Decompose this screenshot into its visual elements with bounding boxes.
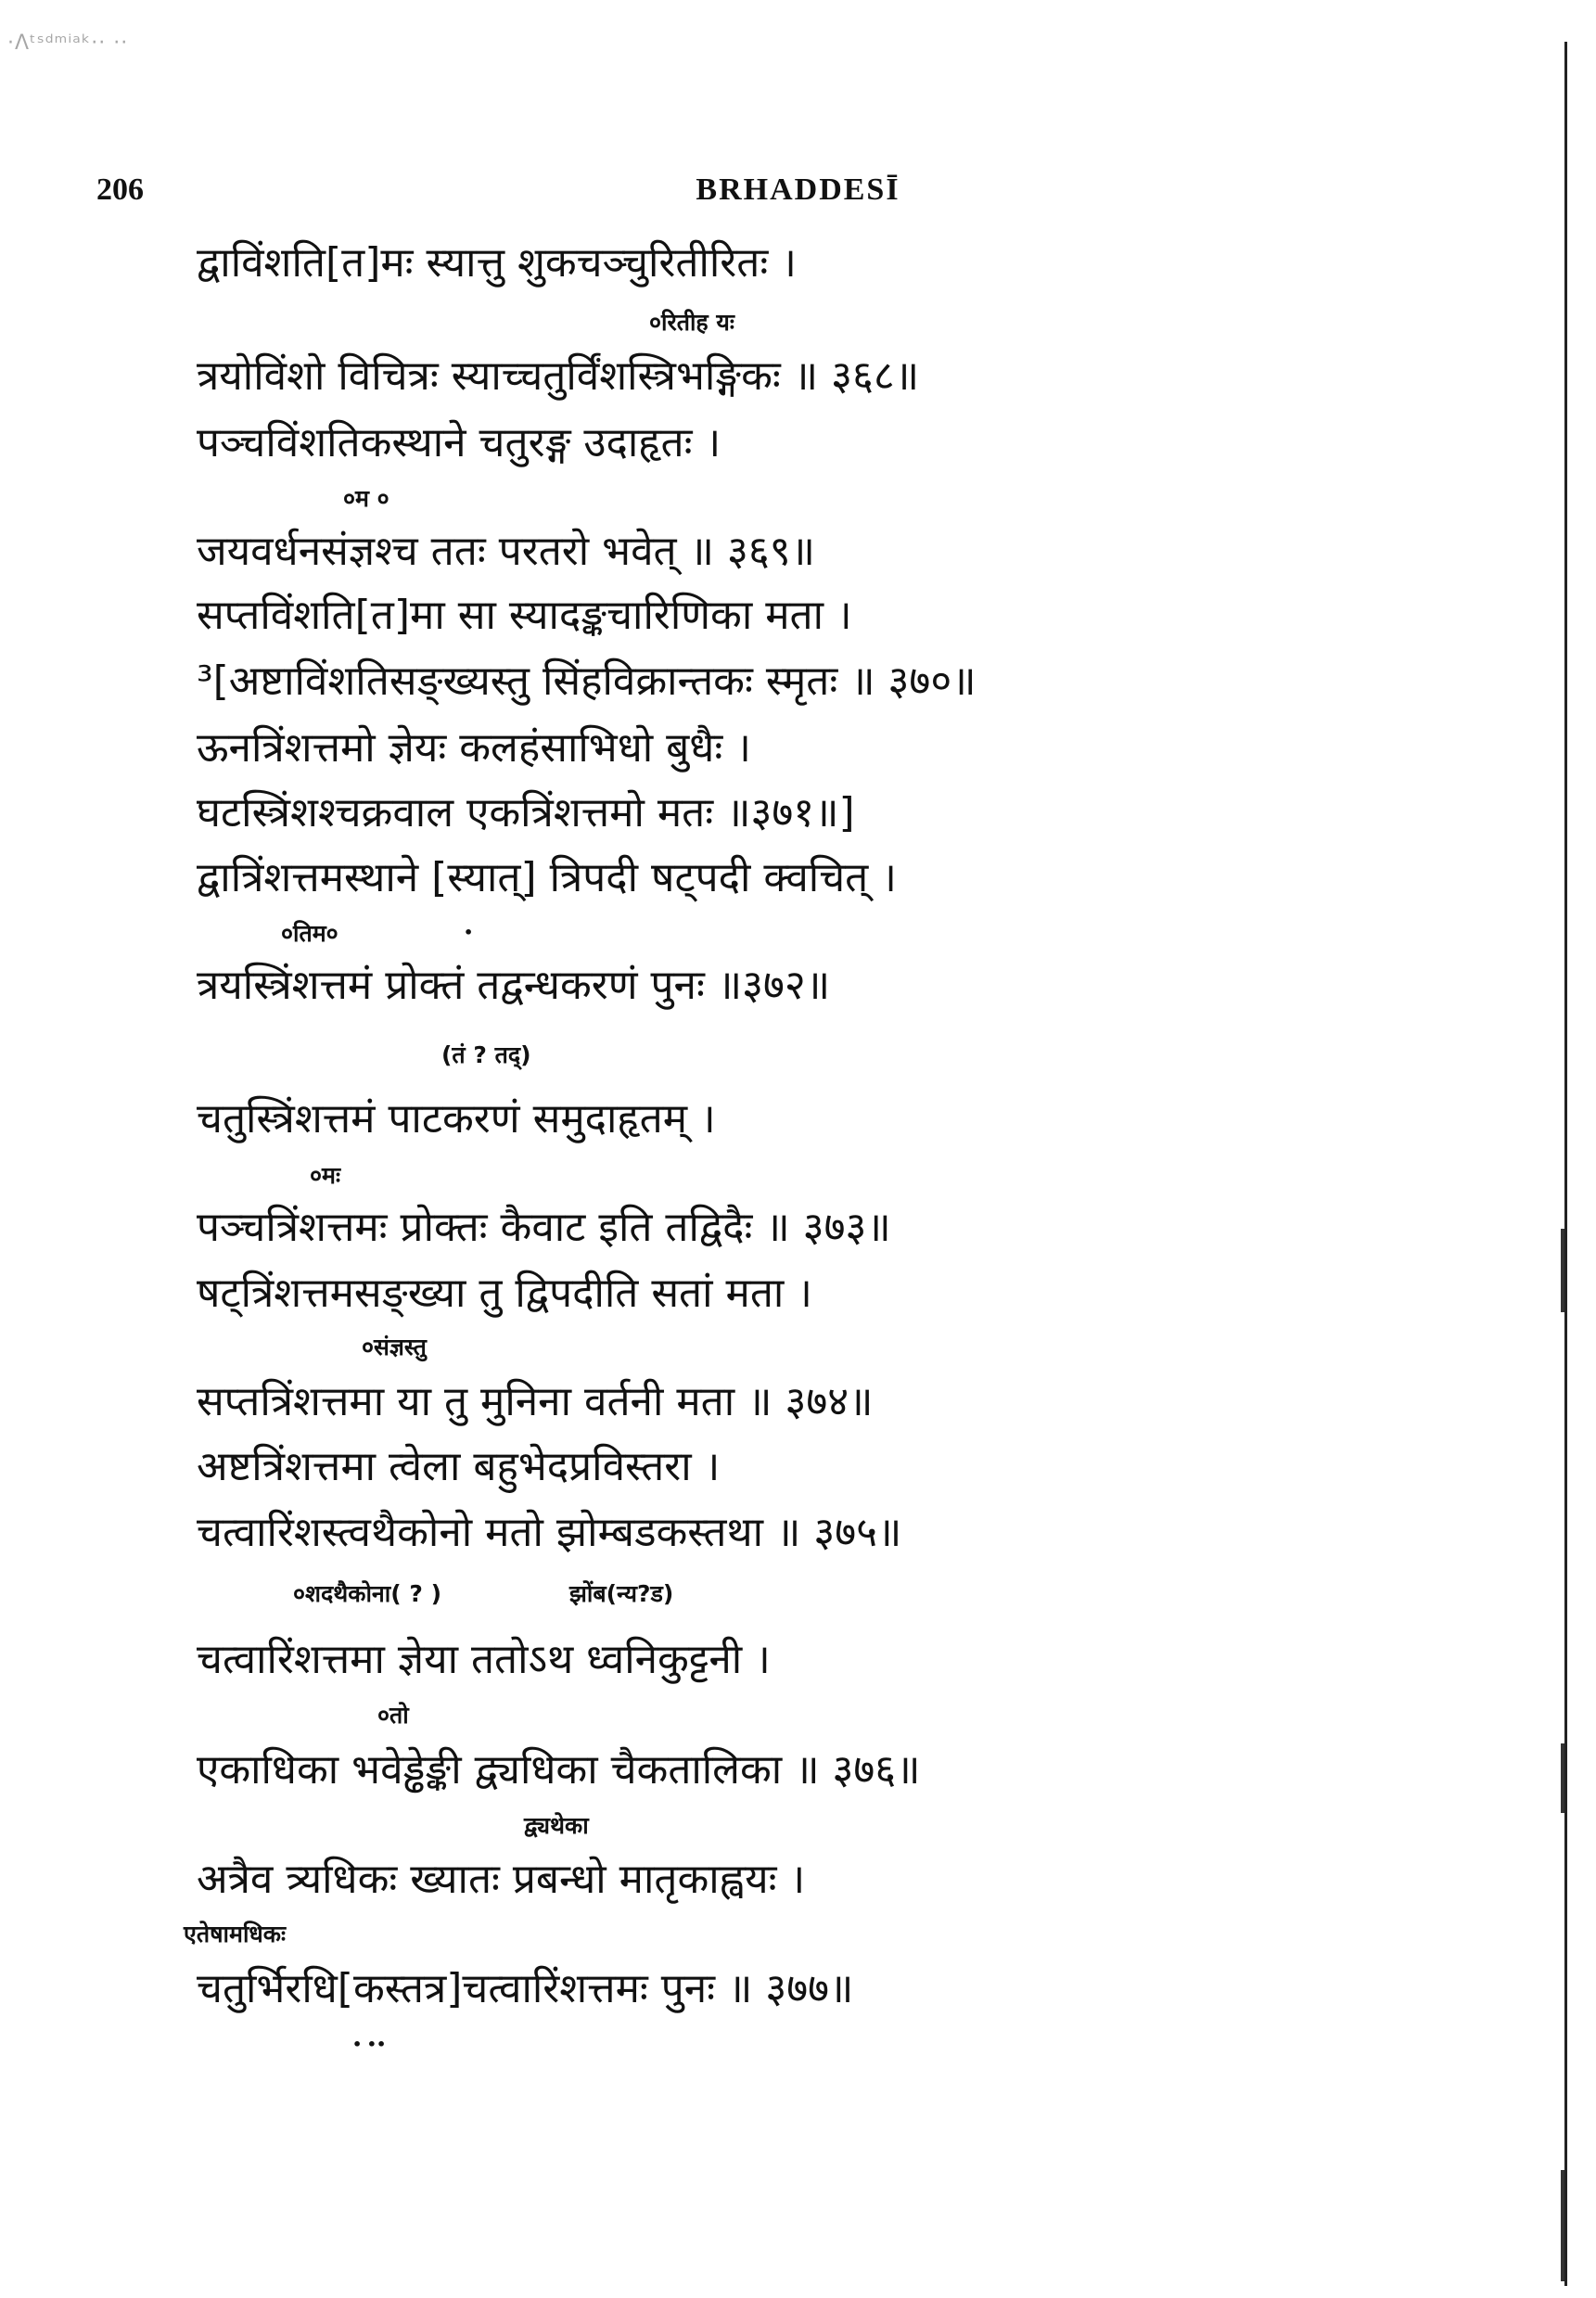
variant-note-8: झोंब(न्य?ड) [569,1580,674,1607]
page-edge-tick [1561,1743,1564,1813]
verse-line-3: पञ्चविंशतिकस्थाने चतुरङ्ग उदाहृतः । [197,419,721,466]
verse-line-11: चतुस्त्रिंशत्तमं पाटकरणं समुदाहृतम् । [197,1095,716,1143]
verse-line-20: चतुर्भिरधि[कस्तत्र]चत्वारिंशत्तमः पुनः ॥ ३७७॥ [197,1965,854,2012]
verse-line-7: ऊनत्रिंशत्तमो ज्ञेयः कलहंसाभिधो बुधैः । [197,724,751,772]
stray-dots-mark: • •• [352,2036,387,2053]
verse-line-10: त्रयस्त्रिंशत्तमं प्रोक्तं तद्वन्धकरणं पुनः ॥३७२॥ [197,962,831,1009]
variant-note-7: ०शदथैकोना( ? ) [293,1580,442,1607]
page-edge-tick [1561,1229,1564,1312]
page-edge-line [1564,42,1567,2286]
verse-line-9: द्वात्रिंशत्तमस्थाने [स्यात्] त्रिपदी षट्पदी क्वचित् । [197,854,897,901]
verse-line-18: एकाधिका भवेड्ढेङ्की द्व्यधिका चैकतालिका ॥ ३७६॥ [197,1746,921,1794]
verse-line-17: चत्वारिंशत्तमा ज्ञेया ततोऽथ ध्वनिकुट्टनी । [197,1636,771,1683]
page-number: 206 [96,172,144,207]
variant-note-5: ०मः [310,1162,341,1189]
page-edge-tick [1561,2170,1564,2281]
running-head: BRHADDESĪ [696,172,900,207]
variant-note-10: द्व्यथेका [524,1812,589,1839]
verse-line-8: घटस्त्रिंशश्चक्रवाल एकत्रिंशत्तमो मतः ॥३७१॥] [197,789,855,836]
verse-line-2: त्रयोविंशो विचित्रः स्याच्चतुर्विंशस्त्रिभङ्गिकः ॥ ३६८॥ [197,352,920,400]
verse-line-6: ³[अष्टाविंशतिसङ्ख्यस्तु सिंहविक्रान्तकः स्मृतः ॥ ३७०॥ [197,657,977,705]
scan-artifact-mark: ·Ʌᵗˢᵈᵐⁱᵃᵏ·· ·· [7,32,129,55]
variant-note-3: ०तिम० [281,920,338,947]
variant-note-6: ०संज्ञस्तु [362,1334,427,1360]
verse-line-19: अत्रैव त्र्यधिकः ख्यातः प्रबन्धो मातृकाह्वयः । [197,1856,806,1903]
verse-line-16: चत्वारिंशस्त्वथैकोनो मतो झोम्बडकस्तथा ॥ ३७५॥ [197,1509,902,1556]
verse-line-1: द्वाविंशति[त]मः स्यात्तु शुकचञ्चुरितीरितः । [197,239,797,287]
variant-note-2: ०म ० [343,485,389,512]
variant-note-1: ०रितीह यः [649,309,734,336]
verse-line-13: षट्त्रिंशत्तमसङ्ख्या तु द्विपदीति सतां मता । [197,1270,812,1317]
verse-line-15: अष्टत्रिंशत्तमा त्वेला बहुभेदप्रविस्तरा । [197,1443,721,1490]
variant-note-4: (तं ? तद्) [441,1041,531,1068]
verse-line-12: पञ्चत्रिंशत्तमः प्रोक्तः कैवाट इति तद्विदैः ॥ ३७३॥ [197,1204,891,1251]
stray-dot-mark: • [464,924,474,941]
verse-line-5: सप्तविंशति[त]मा सा स्यादङ्कचारिणिका मता । [197,592,852,639]
variant-note-9: ०तो [377,1702,409,1729]
variant-note-11: एतेषामधिकः [184,1921,287,1947]
verse-line-14: सप्तत्रिंशत्तमा या तु मुनिना वर्तनी मता ॥ ३७४॥ [197,1378,874,1425]
verse-line-4: जयवर्धनसंज्ञश्च ततः परतरो भवेत् ॥ ३६९॥ [197,528,815,575]
